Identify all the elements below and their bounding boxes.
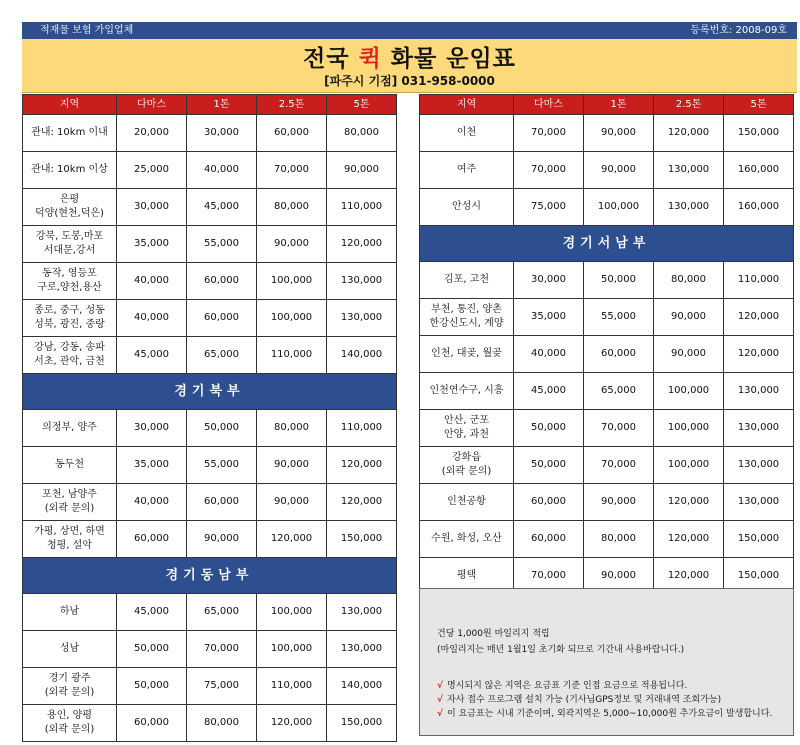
price-cell: 30,000 (514, 262, 584, 299)
region-cell (23, 410, 117, 447)
right-rate-table (419, 94, 794, 595)
region-cell (420, 373, 514, 410)
region-line: 인천, 대곶, 월곶 (431, 348, 502, 359)
price-cell: 90,000 (257, 484, 327, 521)
price-cell: 20,000 (117, 115, 187, 152)
price-cell: 120,000 (654, 558, 724, 595)
price-cell: 65,000 (584, 373, 654, 410)
price-cell: 90,000 (584, 484, 654, 521)
region-cell (420, 299, 514, 336)
region-cell (23, 152, 117, 189)
region-line: 인천공항 (447, 496, 486, 507)
price-cell: 70,000 (514, 558, 584, 595)
region-cell (420, 152, 514, 189)
price-cell: 100,000 (654, 373, 724, 410)
price-cell: 120,000 (724, 299, 794, 336)
region-line: 안산, 군포 (444, 415, 489, 426)
region-line: 하남 (59, 606, 80, 617)
price-cell: 90,000 (187, 521, 257, 558)
price-cell: 35,000 (117, 447, 187, 484)
region-cell (23, 189, 117, 226)
price-cell: 130,000 (327, 631, 397, 668)
price-cell: 65,000 (187, 594, 257, 631)
price-cell: 45,000 (117, 594, 187, 631)
price-cell: 40,000 (117, 300, 187, 337)
region-line: 강화읍 (452, 452, 481, 463)
price-cell: 55,000 (187, 447, 257, 484)
table-row (420, 189, 794, 226)
price-cell: 120,000 (724, 336, 794, 373)
section-row (420, 226, 794, 262)
section-gyeonggi-north: 경기북부 (23, 374, 397, 410)
price-cell: 130,000 (327, 263, 397, 300)
col-1ton: 1톤 (187, 95, 257, 115)
price-cell: 130,000 (327, 300, 397, 337)
region-cell (23, 631, 117, 668)
price-cell: 120,000 (327, 484, 397, 521)
right-group-1 (420, 115, 794, 226)
region-line: 서초, 관악, 금천 (34, 356, 105, 367)
table-row (420, 484, 794, 521)
region-cell (23, 300, 117, 337)
table-row (23, 705, 397, 742)
rate-sheet (22, 22, 797, 738)
price-cell: 70,000 (514, 152, 584, 189)
region-cell (23, 594, 117, 631)
table-row (420, 447, 794, 484)
table-row (420, 299, 794, 336)
price-cell: 65,000 (187, 337, 257, 374)
table-row (420, 152, 794, 189)
price-cell: 45,000 (514, 373, 584, 410)
price-cell: 100,000 (654, 410, 724, 447)
region-line: 의정부, 양주 (42, 422, 97, 433)
price-cell: 55,000 (584, 299, 654, 336)
table-row (23, 300, 397, 337)
price-cell: 70,000 (187, 631, 257, 668)
col-region: 지역 (420, 95, 514, 115)
price-cell: 90,000 (257, 447, 327, 484)
price-cell: 45,000 (117, 337, 187, 374)
price-cell: 50,000 (187, 410, 257, 447)
note-text: 자사 접수 프로그램 설치 가능 (기사님GPS정보 및 거래내역 조회가능) (447, 695, 722, 705)
region-cell (23, 337, 117, 374)
price-cell: 120,000 (654, 484, 724, 521)
price-cell: 60,000 (584, 336, 654, 373)
table-row (23, 668, 397, 705)
price-cell: 45,000 (187, 189, 257, 226)
price-cell: 35,000 (514, 299, 584, 336)
price-cell: 120,000 (257, 705, 327, 742)
region-cell (420, 189, 514, 226)
col-5ton: 5톤 (327, 95, 397, 115)
price-cell: 140,000 (327, 337, 397, 374)
col-2-5ton: 2.5톤 (257, 95, 327, 115)
col-5ton: 5톤 (724, 95, 794, 115)
price-cell: 150,000 (327, 521, 397, 558)
price-cell: 70,000 (257, 152, 327, 189)
title-prefix: 전국 (303, 46, 359, 72)
region-line: 평택 (456, 570, 477, 581)
region-line: 김포, 고천 (444, 274, 489, 285)
region-cell (420, 521, 514, 558)
table-row (23, 337, 397, 374)
price-cell: 130,000 (654, 152, 724, 189)
region-cell (23, 115, 117, 152)
table-row (23, 152, 397, 189)
table-row (23, 189, 397, 226)
region-line: 동작, 영등포 (42, 268, 97, 279)
price-cell: 80,000 (654, 262, 724, 299)
price-cell: 100,000 (654, 447, 724, 484)
region-line: 수원, 화성, 오산 (431, 533, 502, 544)
price-cell: 90,000 (654, 299, 724, 336)
price-cell: 120,000 (654, 521, 724, 558)
col-2-5ton: 2.5톤 (654, 95, 724, 115)
region-line: 관내: 10km 이상 (31, 164, 108, 175)
right-header-row (420, 95, 794, 115)
price-cell: 130,000 (724, 373, 794, 410)
region-cell (420, 447, 514, 484)
price-cell: 90,000 (584, 152, 654, 189)
table-row (23, 447, 397, 484)
left-group-3 (23, 594, 397, 742)
region-line: 성북, 광진, 중랑 (34, 319, 105, 330)
price-cell: 30,000 (187, 115, 257, 152)
price-cell: 80,000 (327, 115, 397, 152)
price-cell: 90,000 (584, 558, 654, 595)
region-cell (23, 705, 117, 742)
price-cell: 60,000 (257, 115, 327, 152)
price-cell: 90,000 (654, 336, 724, 373)
check-icon: √ (437, 681, 444, 691)
price-cell: 120,000 (327, 226, 397, 263)
price-cell: 90,000 (584, 115, 654, 152)
section-row (23, 558, 397, 594)
region-line: 인천연수구, 시흥 (429, 385, 504, 396)
price-cell: 50,000 (117, 631, 187, 668)
region-line: 여주 (456, 164, 477, 175)
right-section-southwest (420, 226, 794, 262)
price-cell: 70,000 (584, 410, 654, 447)
price-cell: 90,000 (257, 226, 327, 263)
price-cell: 50,000 (514, 410, 584, 447)
price-cell: 60,000 (117, 705, 187, 742)
price-cell: 90,000 (327, 152, 397, 189)
region-cell (23, 521, 117, 558)
price-cell: 60,000 (514, 521, 584, 558)
insurance-note: 적재물 보험 가입업체 (40, 25, 134, 36)
note-text: 이 요금표는 시내 기준이며, 외곽지역은 5,000~10,000원 추가요금이 발생합니다. (447, 709, 773, 719)
region-line: 한강신도시, 계양 (429, 318, 504, 329)
price-cell: 80,000 (584, 521, 654, 558)
price-cell: 55,000 (187, 226, 257, 263)
region-line: 강북, 도봉,마포 (35, 231, 104, 242)
table-row (420, 521, 794, 558)
note-text: 명시되지 않은 지역은 요금표 기준 인접 요금으로 적용됩니다. (447, 681, 688, 691)
region-line: 부천, 통진, 양촌 (431, 304, 502, 315)
region-cell (420, 336, 514, 373)
region-line: 이천 (456, 127, 477, 138)
region-cell (23, 668, 117, 705)
title-suffix: 화물 운임표 (381, 46, 516, 72)
table-row (23, 226, 397, 263)
price-cell: 150,000 (724, 521, 794, 558)
region-line: 관내: 10km 이내 (31, 127, 108, 138)
check-icon: √ (437, 695, 444, 705)
price-cell: 110,000 (724, 262, 794, 299)
table-row (23, 115, 397, 152)
price-cell: 100,000 (257, 263, 327, 300)
price-cell: 110,000 (257, 337, 327, 374)
region-cell (420, 262, 514, 299)
region-line: 용인, 양평 (47, 710, 92, 721)
price-cell: 120,000 (327, 447, 397, 484)
table-row (23, 521, 397, 558)
col-damas: 다마스 (117, 95, 187, 115)
left-rate-table (22, 94, 397, 742)
table-row (420, 410, 794, 447)
price-cell: 35,000 (117, 226, 187, 263)
region-cell (420, 115, 514, 152)
price-cell: 25,000 (117, 152, 187, 189)
right-group-2 (420, 262, 794, 595)
region-line: 종로, 중구, 성동 (34, 305, 105, 316)
region-line: 청평, 설악 (47, 540, 92, 551)
region-line: 가평, 상면, 하면 (34, 526, 105, 537)
title-highlight: 퀵 (358, 46, 382, 72)
region-cell (23, 263, 117, 300)
price-cell: 60,000 (514, 484, 584, 521)
table-row (23, 410, 397, 447)
left-section-southeast (23, 558, 397, 594)
left-header-row (23, 95, 397, 115)
left-group-1 (23, 115, 397, 374)
price-cell: 160,000 (724, 189, 794, 226)
origin-phone: [파주시 기점] 031-958-0000 (324, 74, 495, 88)
price-cell: 110,000 (327, 410, 397, 447)
region-line: 강남, 강동, 송파 (34, 342, 105, 353)
region-line: 덕양(현천,덕은) (35, 208, 104, 219)
check-icon: √ (437, 709, 444, 719)
table-row (420, 115, 794, 152)
price-cell: 70,000 (514, 115, 584, 152)
mileage-note: 건당 1,000원 마일리지 적립 (437, 629, 550, 639)
table-row (420, 373, 794, 410)
col-region: 지역 (23, 95, 117, 115)
region-cell (420, 410, 514, 447)
price-cell: 130,000 (724, 447, 794, 484)
price-cell: 130,000 (654, 189, 724, 226)
price-cell: 80,000 (257, 410, 327, 447)
price-cell: 30,000 (117, 189, 187, 226)
note-bullet (437, 679, 687, 693)
note-bullet (437, 693, 721, 707)
price-cell: 30,000 (117, 410, 187, 447)
registration-number: 등록번호: 2008-09호 (690, 25, 787, 36)
region-cell (420, 484, 514, 521)
region-cell (23, 484, 117, 521)
price-cell: 60,000 (187, 263, 257, 300)
title-banner (22, 39, 797, 93)
region-line: 은평 (59, 194, 80, 205)
price-cell: 150,000 (724, 558, 794, 595)
table-row (23, 484, 397, 521)
price-cell: 50,000 (514, 447, 584, 484)
top-info-bar (22, 22, 797, 39)
price-cell: 40,000 (514, 336, 584, 373)
price-cell: 80,000 (187, 705, 257, 742)
region-line: 경기 광주 (48, 673, 91, 684)
page-title (22, 46, 797, 72)
price-cell: 40,000 (117, 484, 187, 521)
price-cell: 130,000 (327, 594, 397, 631)
left-section-north (23, 374, 397, 410)
region-line: 안성시 (452, 201, 481, 212)
price-cell: 60,000 (187, 484, 257, 521)
price-cell: 40,000 (187, 152, 257, 189)
price-cell: 75,000 (187, 668, 257, 705)
price-cell: 100,000 (257, 594, 327, 631)
region-line: 구로,양천,용산 (37, 282, 102, 293)
section-row (23, 374, 397, 410)
price-cell: 80,000 (257, 189, 327, 226)
section-gyeonggi-southeast: 경기동남부 (23, 558, 397, 594)
price-cell: 100,000 (257, 631, 327, 668)
region-line: 안양, 과천 (444, 429, 489, 440)
price-cell: 130,000 (724, 410, 794, 447)
left-group-2 (23, 410, 397, 558)
price-cell: 120,000 (654, 115, 724, 152)
region-line: (외곽 문의) (44, 687, 95, 698)
notes-box (419, 588, 794, 736)
price-cell: 70,000 (584, 447, 654, 484)
price-cell: 50,000 (117, 668, 187, 705)
mileage-reset-note: (마일리지는 매년 1월1일 초기화 되므로 기간내 사용바랍니다.) (437, 645, 685, 655)
price-cell: 130,000 (724, 484, 794, 521)
price-cell: 150,000 (724, 115, 794, 152)
price-cell: 140,000 (327, 668, 397, 705)
region-cell (23, 447, 117, 484)
price-cell: 60,000 (187, 300, 257, 337)
region-line: 서대문,강서 (43, 245, 96, 256)
table-row (23, 631, 397, 668)
table-row (23, 263, 397, 300)
col-1ton: 1톤 (584, 95, 654, 115)
note-bullet (437, 707, 772, 721)
price-cell: 100,000 (584, 189, 654, 226)
section-gyeonggi-southwest: 경기서남부 (420, 226, 794, 262)
price-cell: 50,000 (584, 262, 654, 299)
region-line: 포천, 남양주 (42, 489, 97, 500)
region-line: 성남 (59, 643, 80, 654)
price-cell: 110,000 (257, 668, 327, 705)
price-cell: 120,000 (257, 521, 327, 558)
table-row (420, 336, 794, 373)
price-cell: 160,000 (724, 152, 794, 189)
table-row (23, 594, 397, 631)
price-cell: 75,000 (514, 189, 584, 226)
price-cell: 40,000 (117, 263, 187, 300)
price-cell: 100,000 (257, 300, 327, 337)
col-damas: 다마스 (514, 95, 584, 115)
region-line: (외곽 문의) (44, 724, 95, 735)
region-line: (외곽 문의) (44, 503, 95, 514)
price-cell: 60,000 (117, 521, 187, 558)
price-cell: 110,000 (327, 189, 397, 226)
region-line: (외곽 문의) (441, 466, 492, 477)
table-row (420, 262, 794, 299)
region-cell (23, 226, 117, 263)
region-line: 동두천 (55, 459, 84, 470)
price-cell: 150,000 (327, 705, 397, 742)
